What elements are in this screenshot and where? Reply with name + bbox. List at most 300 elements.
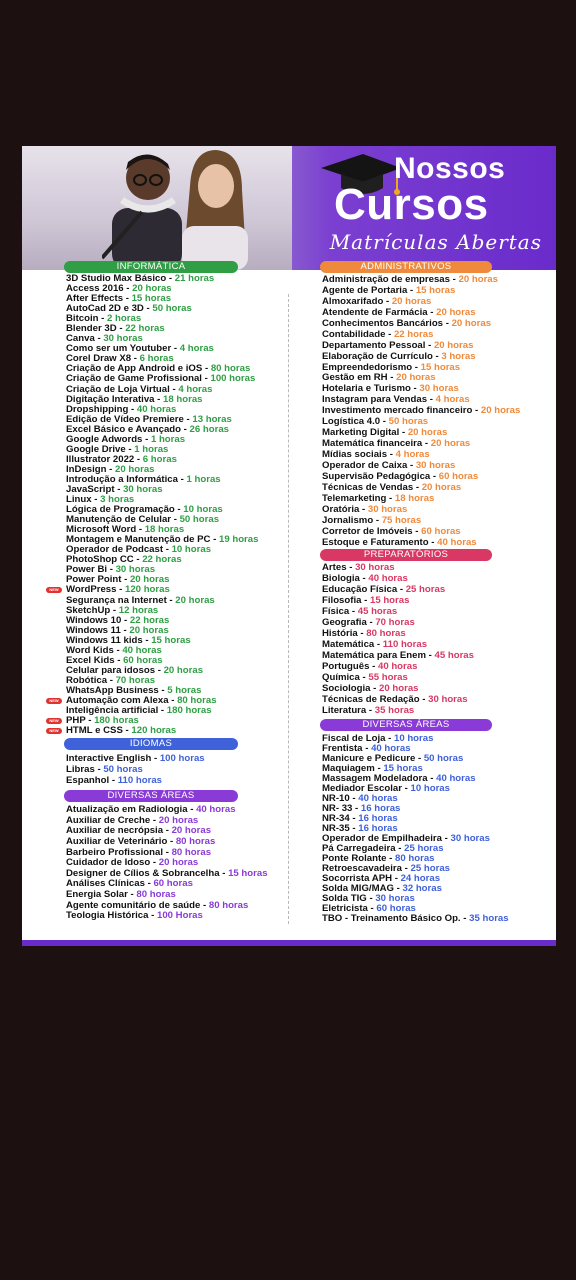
separator: - [134,453,143,465]
course-hours: 45 horas [434,649,474,661]
course-name: Retroescavadeira [322,862,402,874]
course-hours: 20 horas [391,295,432,307]
section-header-diversas-right: DIVERSAS ÁREAS [320,719,492,731]
course-name: Google Drive [66,443,126,455]
separator: - [183,413,193,425]
separator: - [163,846,172,858]
separator: - [374,639,383,650]
course-name: Robótica [66,674,108,686]
separator: - [106,463,116,475]
course-name: Inteligência artificial [66,705,159,717]
course-name: JavaScript [66,483,115,495]
course-name: Supervisão Pedagógica [322,470,431,482]
separator: - [201,373,211,385]
course-hours: 100 horas [159,753,205,765]
course-name: Bitcoin [66,313,99,325]
course-name: Cuidador de Idoso [66,857,151,869]
course-hours: 40 horas [122,644,162,656]
course-hours: 50 horas [152,303,192,315]
course-name: Energia Solar [66,888,128,900]
course-hours: 30 horas [123,483,163,495]
separator: - [443,317,452,329]
course-hours: 20 horas [379,682,419,694]
course-name: Atendente de Farmácia [322,306,428,318]
course-name: Designer de Cílios & Sobrancelha [66,867,220,879]
course-hours: 15 horas [228,867,268,879]
course-name: HTML e CSS [66,725,123,737]
separator: - [163,544,172,556]
course-hours: 1 horas [150,433,186,445]
course-name: Montagem e Manutenção de PC [66,534,211,546]
separator: - [422,438,431,450]
course-hours: 180 horas [166,705,212,717]
course-item [66,911,268,922]
course-name: 3D Studio Max Básico [66,273,167,284]
separator: - [449,274,459,285]
course-hours: 40 horas [358,792,398,804]
separator: - [407,459,416,471]
course-item [322,538,520,549]
course-name: NR-10 [322,792,350,804]
separator: - [91,494,101,506]
course-name: Física [322,606,350,618]
separator: - [380,416,389,428]
separator: - [357,628,367,640]
course-hours: 35 horas [469,912,509,924]
course-name: Dropshipping [66,403,129,415]
separator: - [85,715,95,727]
separator: - [155,664,164,676]
new-badge-icon: NEW [46,718,62,724]
course-name: SketchUp [66,604,111,616]
course-name: Oratória [322,503,360,515]
course-name: Técnicas de Vendas [322,481,414,493]
separator: - [413,481,422,493]
separator: - [113,644,123,656]
course-hours: 4 horas [395,449,430,460]
course-hours: 120 horas [131,725,177,737]
separator: - [210,534,219,546]
course-name: Auxiliar de necrópsia [66,825,164,837]
separator: - [166,273,175,284]
course-hours: 50 horas [103,764,143,776]
course-name: Elaboração de Currículo [322,350,433,362]
separator: - [428,536,438,548]
separator: - [401,782,411,794]
separator: - [374,762,384,774]
course-name: Química [322,671,360,683]
separator: - [94,764,104,776]
course-name: NR- 33 [322,802,353,814]
course-hours: 70 horas [115,674,156,686]
course-name: Libras [66,764,95,776]
course-name: Ponte Rolante [322,852,387,864]
course-name: TBO - Treinamento Básico Op. [322,912,461,924]
separator: - [200,899,209,911]
title-cursos: Cursos [334,180,489,229]
separator: - [430,470,439,482]
course-name: Blender 3D [66,323,117,335]
course-name: Linux [66,494,92,506]
separator: - [402,862,411,874]
course-hours: 25 horas [404,842,444,854]
separator: - [366,892,376,904]
course-hours: 45 horas [357,606,398,618]
separator: - [166,594,176,606]
course-name: Departamento Pessoal [322,339,426,351]
separator: - [187,804,197,816]
course-name: WhatsApp Business [66,684,159,696]
course-hours: 6 horas [139,353,174,365]
course-name: Excel Básico e Avançado [66,423,182,435]
course-hours: 60 horas [376,902,416,914]
separator: - [361,595,370,607]
course-name: Estoque e Faturamento [322,536,429,548]
separator: - [359,503,368,515]
course-name: Solda MIG/MAG [322,882,394,894]
course-hours: 30 horas [355,562,395,574]
course-hours: 3 horas [100,494,135,506]
separator: - [167,835,176,847]
subtitle-matriculas: Matrículas Abertas [329,230,542,254]
course-name: Sociologia [322,682,371,694]
course-name: Agente comunitário de saúde [66,899,201,911]
course-name: Gestão em RH [322,372,388,384]
separator: - [125,443,135,455]
course-hours: 30 horas [419,383,459,395]
course-name: Jornalismo [322,514,374,526]
course-hours: 5 horas [167,684,202,696]
course-hours: 60 horas [421,525,461,537]
course-name: Solda TIG [322,892,367,904]
course-item [66,764,268,775]
bottom-accent-bar [22,940,556,946]
course-hours: 80 horas [171,846,212,858]
hero-banner [22,146,556,270]
separator: - [349,606,358,618]
course-hours: 20 horas [407,427,448,439]
course-hours: 20 horas [132,283,172,295]
course-item [322,706,520,717]
column-divider [288,294,289,924]
course-name: Empreendedorismo [322,361,413,373]
course-hours: 50 horas [179,514,220,526]
course-name: Hotelaria e Turismo [322,383,411,395]
course-name: Espanhol [66,775,110,787]
course-hours: 110 horas [117,775,162,787]
separator: - [151,753,160,765]
course-name: Windows 11 kids [66,634,143,646]
separator: - [399,427,408,439]
course-hours: 70 horas [375,617,415,629]
separator: - [177,473,187,485]
course-hours: 100 horas [210,373,256,385]
separator: - [425,649,435,661]
course-name: Filosofia [322,595,362,607]
course-name: Agente de Portaria [322,284,408,296]
course-name: Manicure e Pedicure [322,752,416,764]
course-hours: 120 horas [125,584,170,596]
course-name: Introdução a Informática [66,473,178,485]
separator: - [121,574,130,586]
course-hours: 20 horas [396,372,436,384]
list-diversas-left [66,805,268,922]
separator: - [386,852,396,864]
course-name: Biologia [322,573,360,585]
separator: - [407,284,416,296]
course-name: Operador de Empilhadeira [322,832,442,844]
separator: - [349,822,359,834]
course-name: Matemática financeira [322,438,423,450]
section-header-idiomas: IDIOMAS [64,738,238,750]
course-name: Word Kids [66,644,114,656]
course-hours: 20 horas [430,438,471,450]
separator: - [369,660,378,672]
separator: - [386,492,395,504]
course-name: Eletricista [322,902,368,914]
course-hours: 20 horas [458,274,498,285]
course-hours: 40 horas [377,660,418,672]
title-nossos: Nossos [394,152,506,185]
separator: - [163,825,172,837]
separator: - [385,328,394,340]
separator: - [143,303,153,315]
course-hours: 32 horas [402,882,442,894]
course-name: Socorrista APH [322,872,393,884]
course-hours: 20 horas [163,664,204,676]
course-name: Pá Carregadeira [322,842,396,854]
course-name: Corel Draw X8 [66,353,132,365]
course-hours: 20 horas [171,825,212,837]
separator: - [412,361,421,373]
course-name: Illustrator 2022 [66,453,135,465]
course-name: PHP [66,715,86,727]
course-hours: 75 horas [381,514,422,526]
separator: - [110,604,119,616]
separator: - [133,554,143,566]
course-hours: 18 horas [394,492,435,504]
course-name: AutoCad 2D e 3D [66,303,144,315]
course-name: Edição de Vídeo Premiere [66,413,184,425]
separator: - [171,514,180,526]
course-name: Automação com Alexa [66,694,169,706]
course-hours: 15 horas [369,595,410,607]
course-hours: 20 horas [480,405,521,417]
separator: - [373,514,382,526]
course-name: Barbeiro Profissional [66,846,164,858]
course-name: Educação Física [322,584,398,596]
list-administrativos [322,275,520,548]
list-informatica [49,273,268,737]
separator: - [392,872,401,884]
course-name: Power Bi [66,564,108,576]
course-hours: 30 horas [367,503,408,515]
course-hours: 40 horas [436,772,476,784]
separator: - [427,306,437,318]
course-name: Criação de App Android e iOS [66,363,203,375]
course-name: Canva [66,333,95,345]
course-name: Access 2016 [66,283,124,295]
course-hours: 15 horas [151,634,191,646]
separator: - [412,525,422,537]
course-hours: 2 horas [107,313,142,325]
separator: - [419,693,429,705]
new-badge-icon: NEW [46,728,62,734]
course-hours: 22 horas [125,323,165,335]
separator: - [359,573,369,585]
course-hours: 16 horas [358,812,398,824]
separator: - [181,423,190,435]
separator: - [123,283,133,295]
course-hours: 80 horas [366,628,406,640]
course-hours: 80 horas [136,888,176,900]
course-hours: 22 horas [142,554,182,566]
separator: - [370,682,380,694]
course-hours: 30 horas [428,693,468,705]
course-hours: 10 horas [171,544,212,556]
course-hours: 60 horas [123,654,163,666]
courses-flyer [22,146,556,946]
separator: - [441,832,451,844]
course-name: Excel Kids [66,654,115,666]
course-name: Mídias sociais [322,449,388,460]
separator: - [114,654,124,666]
course-hours: 55 horas [368,671,408,683]
separator: - [362,742,372,754]
separator: - [359,671,369,683]
course-name: Análises Clínicas [66,878,145,890]
course-hours: 80 horas [208,899,249,911]
course-hours: 40 horas [437,536,477,548]
course-hours: 20 horas [158,857,199,869]
course-name: NR-34 [322,812,350,824]
course-hours: 20 horas [115,463,155,475]
course-name: Fiscal de Loja [322,732,386,744]
course-hours: 15 horas [415,284,456,296]
separator: - [366,617,376,629]
separator: - [366,704,375,716]
course-hours: 60 horas [153,878,193,890]
course-hours: 30 horas [375,892,415,904]
separator: - [121,614,130,626]
course-name: Power Point [66,574,122,586]
separator: - [393,882,403,894]
course-hours: 20 horas [436,306,476,318]
course-name: PhotoShop CC [66,554,134,566]
course-hours: 15 horas [383,762,423,774]
separator: - [432,350,442,362]
course-hours: 20 horas [451,317,492,329]
course-name: Manutenção de Celular [66,514,172,526]
course-hours: 30 horas [450,832,490,844]
separator: - [472,405,481,417]
course-hours: 21 horas [174,273,215,284]
separator: - [352,802,361,814]
course-name: Google Adwords [66,433,143,445]
course-name: Almoxarifado [322,295,384,307]
course-hours: 180 horas [94,715,139,727]
separator: - [367,902,377,914]
course-hours: 40 horas [368,573,408,585]
course-name: Investimento mercado financeiro [322,405,473,417]
separator: - [94,333,104,345]
course-name: Matemática [322,639,375,650]
course-name: Geografia [322,617,367,629]
separator: - [387,372,397,384]
course-name: WordPress [66,584,117,596]
separator: - [158,705,167,717]
course-name: Maquiagem [322,762,375,774]
separator: - [383,295,392,307]
course-hours: 60 horas [438,470,479,482]
student-female-illustration [172,146,252,270]
course-hours: 80 horas [177,694,217,706]
separator: - [122,725,132,737]
course-hours: 12 horas [118,604,159,616]
course-hours: 20 horas [158,814,199,826]
course-item [322,914,520,924]
separator: - [460,912,470,924]
course-hours: 1 horas [186,473,221,485]
course-hours: 50 horas [388,416,429,428]
course-hours: 20 horas [129,574,170,586]
separator: - [116,584,126,596]
course-name: Teologia Histórica [66,910,149,922]
course-item [66,775,268,786]
separator: - [410,383,420,395]
new-badge-icon: NEW [46,698,62,704]
separator: - [415,752,424,764]
separator: - [427,772,437,784]
course-name: Auxiliar de Veterinário [66,835,168,847]
course-hours: 100 Horas [156,910,203,922]
course-name: Microsoft Word [66,524,137,536]
separator: - [346,562,356,574]
course-name: Logística 4.0 [322,416,381,428]
course-name: História [322,628,358,640]
course-hours: 40 horas [136,403,177,415]
separator: - [168,694,178,706]
course-name: Como ser um Youtuber [66,343,172,355]
separator: - [219,867,229,879]
separator: - [120,624,130,636]
course-hours: 80 horas [395,852,435,864]
course-name: NR-35 [322,822,350,834]
separator: - [349,792,359,804]
new-badge-icon: NEW [46,587,62,593]
separator: - [397,584,406,596]
separator: - [142,433,151,445]
course-name: Digitação Interativa [66,393,155,405]
left-column [49,261,268,922]
course-hours: 80 horas [175,835,216,847]
course-hours: 15 horas [420,361,461,373]
course-hours: 6 horas [142,453,177,465]
course-hours: 22 horas [393,328,434,340]
students-photo [22,146,292,270]
course-hours: 1 horas [134,443,169,455]
course-hours: 13 horas [192,413,232,425]
course-name: Conhecimentos Bancários [322,317,444,329]
list-diversas-right [322,734,520,924]
course-name: Técnicas de Redação [322,693,420,705]
separator: - [154,393,164,405]
separator: - [98,313,108,325]
course-hours: 110 horas [382,639,428,650]
course-hours: 40 horas [371,742,411,754]
course-name: InDesign [66,463,107,475]
course-name: Administração de empresas [322,274,450,285]
